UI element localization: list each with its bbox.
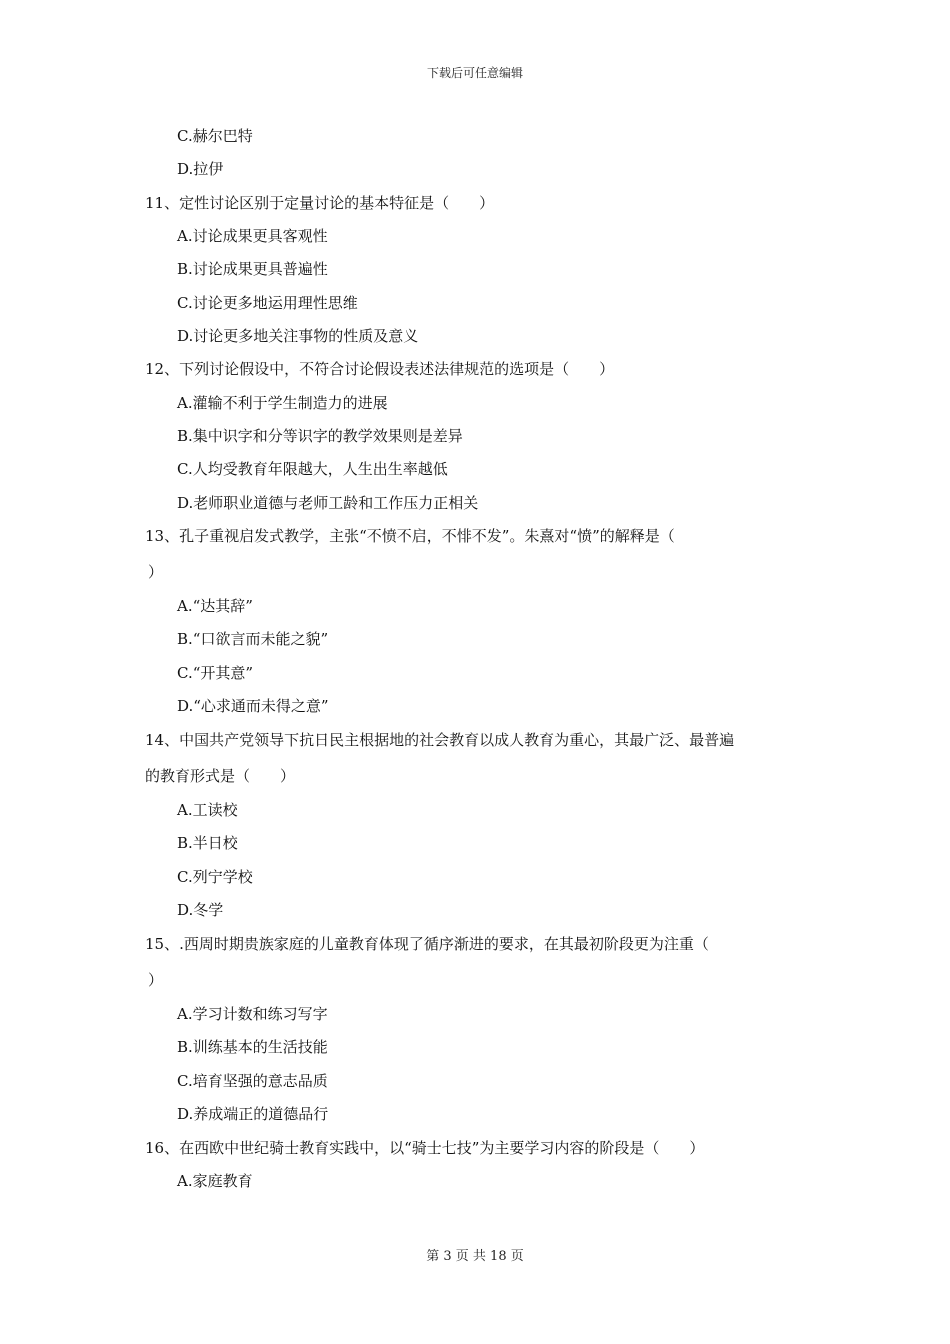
- question-11-option-a: A.讨论成果更具客观性: [177, 227, 328, 245]
- question-11-stem: 11、定性讨论区别于定量讨论的基本特征是（ ）: [145, 194, 495, 212]
- question-12-stem: 12、下列讨论假设中，不符合讨论假设表述法律规范的选项是（ ）: [145, 360, 615, 378]
- question-12-option-a: A.灌输不利于学生制造力的进展: [177, 394, 388, 412]
- question-13-option-c: C.“开其意”: [177, 664, 254, 682]
- question-15-option-b: B.训练基本的生活技能: [177, 1038, 328, 1056]
- question-14-option-d: D.冬学: [177, 901, 224, 919]
- question-15-option-a: A.学习计数和练习写字: [177, 1005, 328, 1023]
- question-13-option-b: B.“口欲言而未能之貌”: [177, 630, 329, 648]
- question-15-option-c: C.培育坚强的意志品质: [177, 1072, 328, 1090]
- question-12-option-c: C.人均受教育年限越大，人生出生率越低: [177, 460, 448, 478]
- question-11-option-c: C.讨论更多地运用理性思维: [177, 294, 358, 312]
- question-14-option-a: A.工读校: [177, 801, 238, 819]
- option-c-prev: C.赫尔巴特: [177, 127, 253, 145]
- page-header: 下载后可任意编辑: [426, 66, 523, 80]
- question-12-option-d: D.老师职业道德与老师工龄和工作压力正相关: [177, 494, 479, 512]
- question-13-option-d: D.“心求通而未得之意”: [177, 697, 329, 715]
- page-footer: 第 3 页 共 18 页: [426, 1249, 524, 1264]
- question-13-stem: 13、孔子重视启发式教学，主张“不愤不启，不悱不发”。朱熹对“愤”的解释是（: [145, 527, 675, 545]
- question-14-stem: 14、中国共产党领导下抗日民主根据地的社会教育以成人教育为重心，其最广泛、最普遍: [145, 731, 735, 749]
- question-14-stem-continuation: 的教育形式是（ ）: [145, 767, 296, 785]
- question-15-option-d: D.养成端正的道德品行: [177, 1105, 329, 1123]
- question-16-stem: 16、在西欧中世纪骑士教育实践中，以“骑士七技”为主要学习内容的阶段是（ ）: [145, 1139, 705, 1157]
- question-11-option-d: D.讨论更多地关注事物的性质及意义: [177, 327, 419, 345]
- question-14-option-c: C.列宁学校: [177, 868, 253, 886]
- question-15-stem: 15、.西周时期贵族家庭的儿童教育体现了循序渐进的要求，在其最初阶段更为注重（: [145, 935, 709, 953]
- option-d-prev: D.拉伊: [177, 160, 224, 178]
- question-14-option-b: B.半日校: [177, 834, 238, 852]
- question-13-stem-continuation: ）: [148, 563, 164, 581]
- question-15-stem-continuation: ）: [148, 971, 164, 989]
- question-16-option-a: A.家庭教育: [177, 1172, 253, 1190]
- question-11-option-b: B.讨论成果更具普遍性: [177, 260, 328, 278]
- question-12-option-b: B.集中识字和分等识字的教学效果则是差异: [177, 427, 463, 445]
- question-13-option-a: A.“达其辞”: [177, 597, 253, 615]
